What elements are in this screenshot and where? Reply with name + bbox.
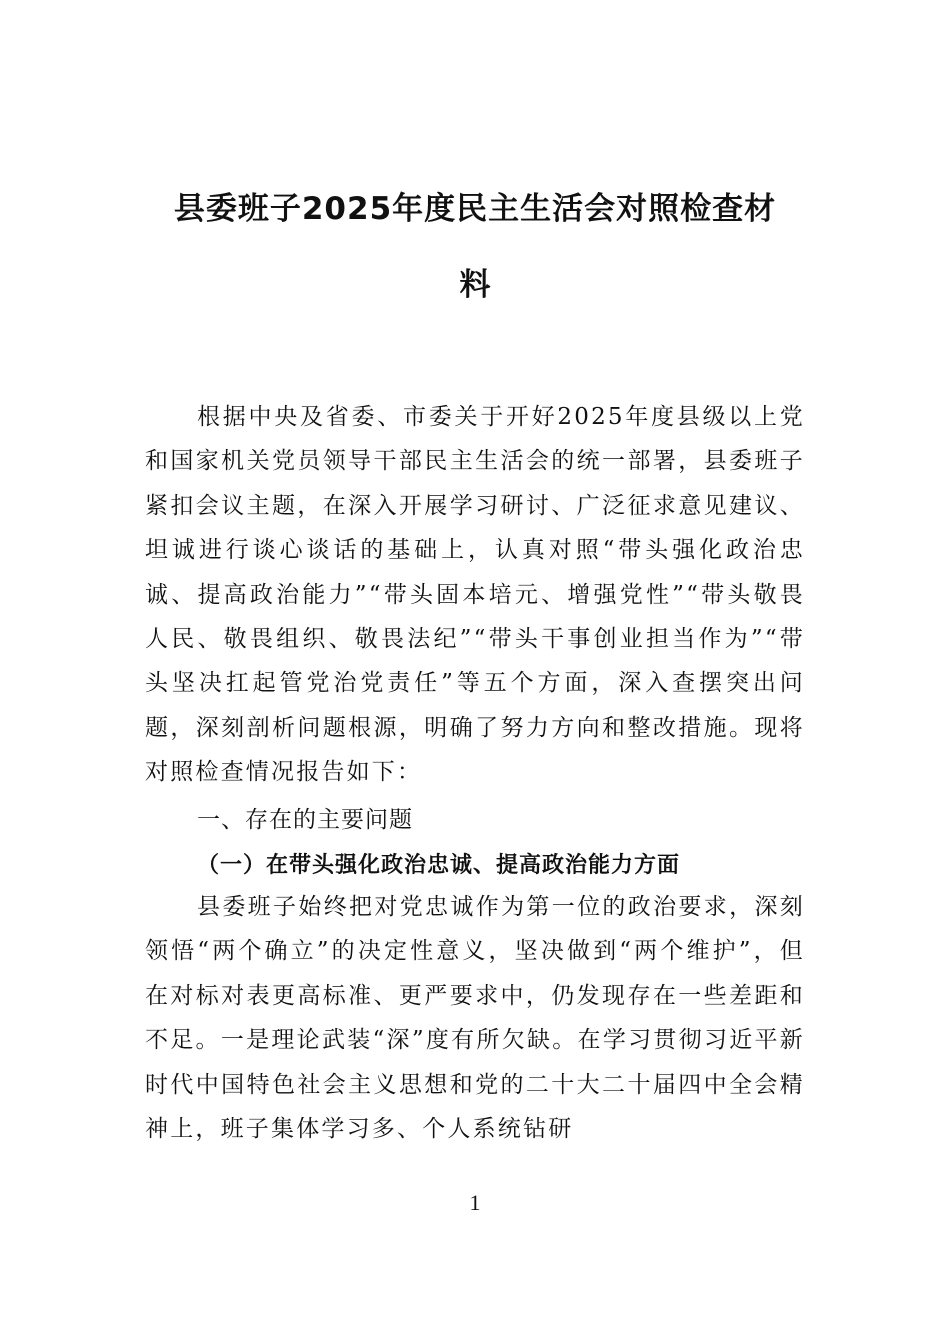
document-title: 县委班子2025年度民主生活会对照检查材	[173, 191, 777, 227]
document-title-continuation: 料	[459, 267, 491, 303]
body-paragraph: 县委班子始终把对党忠诚作为第一位的政治要求，深刻领悟“两个确立”的决定性意义，坚决做到“两个维护”，但在对标对表更高标准、更严要求中，仍发现存在一些差距和不足。一是理论武装“深”度有所欠缺。在学习贯彻习近平新时代中国特色社会主义思想和党的二十大二十届四中全会精神上，班子集体学习多、个人系统钻研	[145, 894, 805, 1143]
section-heading: 一、存在的主要问题	[197, 807, 413, 833]
intro-paragraph: 根据中央及省委、市委关于开好2025年度县级以上党和国家机关党员领导干部民主生活会的统一部署，县委班子紧扣会议主题，在深入开展学习研讨、广泛征求意见建议、坦诚进行谈心谈话的基础上，认真对照“带头强化政治忠诚、提高政治能力”“带头固本培元、增强党性”“带头敬畏人民、敬畏组织、敬畏法纪”“带头干事创业担当作为”“带头坚决扛起管党治党责任”等五个方面，深入查摆突出问题，深刻剖析问题根源，明确了努力方向和整改措施。现将对照检查情况报告如下：	[145, 404, 805, 786]
page-number: 1	[469, 1190, 481, 1215]
subsection-heading: （一）在带头强化政治忠诚、提高政治能力方面	[197, 852, 681, 878]
